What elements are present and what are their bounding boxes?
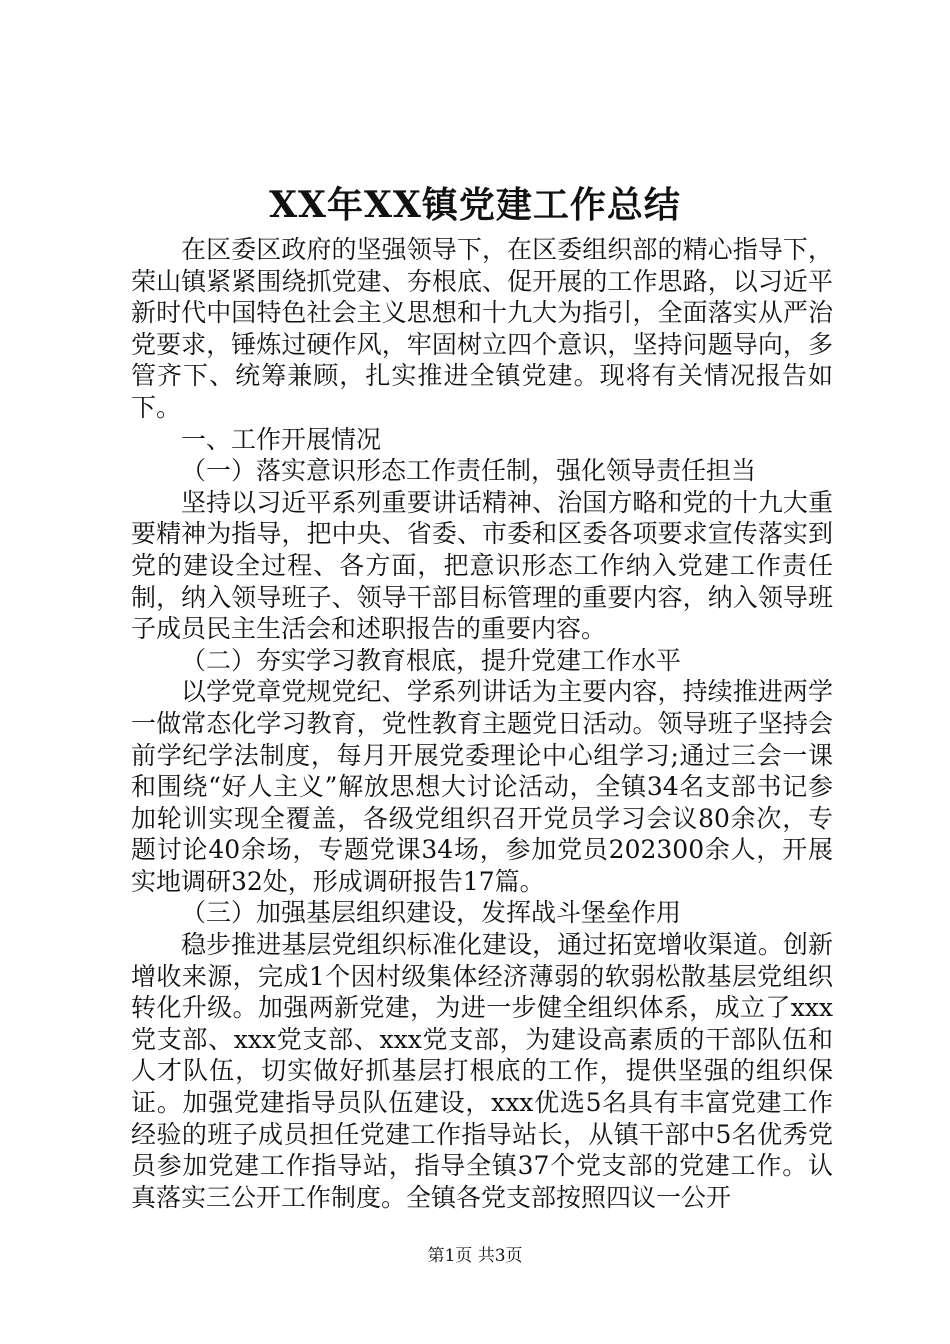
document-title: XX年XX镇党建工作总结 <box>269 184 681 226</box>
body-paragraph: 稳步推进基层党组织标准化建设，通过拓宽增收渠道。创新增收来源，完成1个因村级集体经济薄弱的软弱松散基层党组织转化升级。加强两新党建，为进一步健全组织体系，成立了xxx党支部、xxx党支部、xxx党支部，为建设高素质的干部队伍和人才队伍，切实做好抓基层打根底的工作，提供坚强的组织保证。加强党建指导员队伍建设，xxx优选5名具有丰富党建工作经验的班子成员担任党建工作指导站长，从镇干部中5名优秀党员参加党建工作指导站，指导全镇37个党支部的党建工作。认真落实三公开工作制度。全镇各党支部按照四议一公开 <box>131 930 833 1212</box>
subsection-heading: （二）夯实学习教育根底，提升党建工作水平 <box>181 645 682 675</box>
body-paragraph: 坚持以习近平系列重要讲话精神、治国方略和党的十九大重要精神为指导，把中央、省委、市委和区委各项要求宣传落实到党的建设全过程、各方面，把意识形态工作纳入党建工作责任制，纳入领导班子、领导干部目标管理的重要内容，纳入领导班子成员民主生活会和述职报告的重要内容。 <box>131 487 833 644</box>
subsection-heading: （三）加强基层组织建设，发挥战斗堡垒作用 <box>181 898 682 928</box>
body-paragraph: 以学党章党规党纪、学系列讲话为主要内容，持续推进两学一做常态化学习教育，党性教育主题党日活动。领导班子坚持会前学纪学法制度，每月开展党委理论中心组学习;通过三会一课和围绕“好人主义”解放思想大讨论活动，全镇34名支部书记参加轮训实现全覆盖，各级党组织召开党员学习会议80余次，专题讨论40余场，专题党课34场，参加党员202300余人，开展实地调研32处，形成调研报告17篇。 <box>131 677 833 896</box>
document-body <box>131 234 833 1213</box>
intro-paragraph: 在区委区政府的坚强领导下，在区委组织部的精心指导下，荣山镇紧紧围绕抓党建、夯根底、促开展的工作思路，以习近平新时代中国特色社会主义思想和十九大为指引，全面落实从严治党要求，锤炼过硬作风，牢固树立四个意识，坚持问题导向，多管齐下、统筹兼顾，扎实推进全镇党建。现将有关情况报告如下。 <box>131 235 833 422</box>
section-heading: 一、工作开展情况 <box>181 424 382 454</box>
subsection-heading: （一）落实意识形态工作责任制，强化领导责任担当 <box>181 456 757 486</box>
page-footer: 第1页 共3页 <box>427 1246 523 1266</box>
